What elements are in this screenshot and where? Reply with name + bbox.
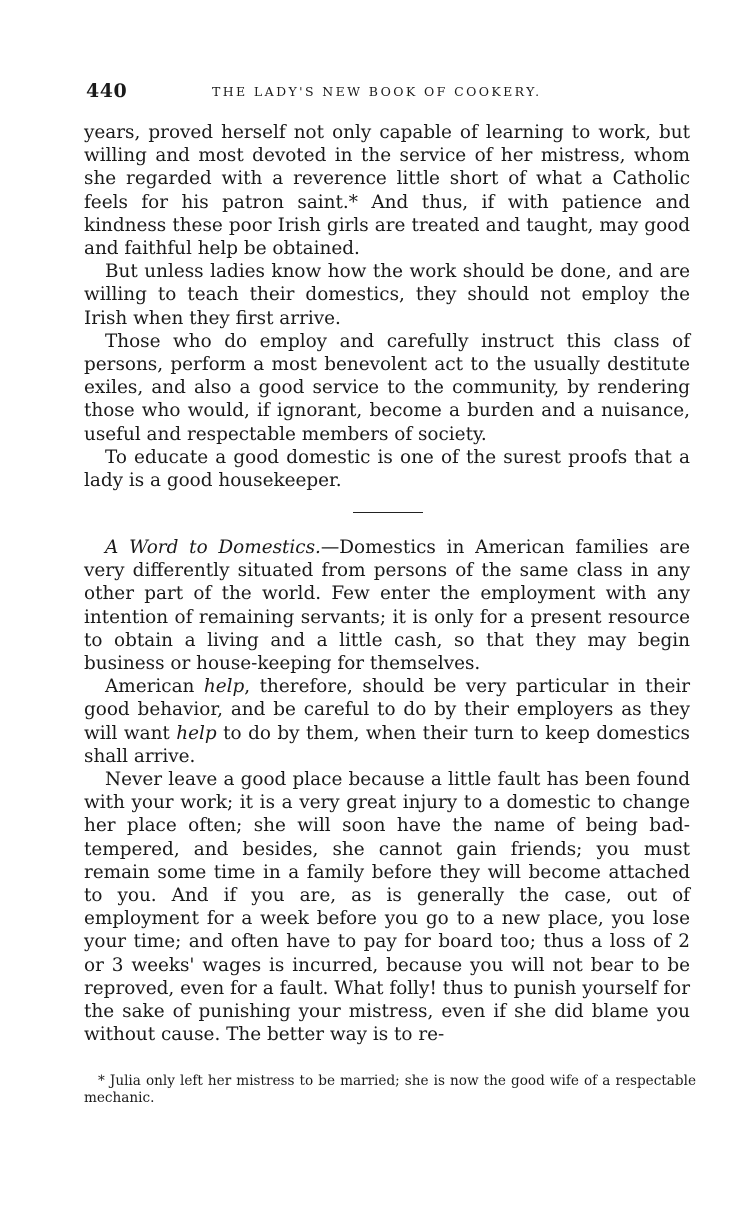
- paragraph: [84, 536, 690, 675]
- paragraph-text: , therefore, should be very particular in their good behavior, and be careful to do by their employers as they will want: [84, 676, 690, 744]
- paragraph-text: American: [105, 676, 204, 698]
- footnote: [84, 1073, 696, 1107]
- paragraph-text: —Domestics in American families are very differently situated from persons of the same class in any other part of the world. Few enter the employment with any intention of remaining servants; it is only for a present resource to obtain a living and a little cash, so that they may begin business or house-keeping for themselves.: [84, 537, 690, 675]
- paragraph: To educate a good domestic is one of the surest proofs that a lady is a good housekeeper.: [84, 446, 690, 492]
- running-head: THE LADY'S NEW BOOK OF COOKERY.: [212, 84, 542, 99]
- section-word-to-domestics: [84, 536, 690, 1046]
- page-number: 440: [86, 80, 128, 102]
- paragraph: years, proved herself not only capable of learning to work, but willing and most devoted in the service of her mistress, whom she regarded with a reverence little short of what a Catholic feels for his patron saint.* And thus, if with patience and kindness these poor Irish girls are treated and taught, may good and faithful help be obtained.: [84, 122, 690, 260]
- paragraph: [84, 675, 690, 768]
- paragraph: Never leave a good place because a little fault has been found with your work; it is a very great injury to a domestic to change her place often; she will soon have the name of being bad-tempered, and besides, she cannot gain friends; you must remain some time in a family before they will become attached to you. And if you are, as is generally the case, out of employment for a week before you go to a new place, you lose your time; and often have to pay for board too; thus a loss of 2 or 3 weeks' wages is incurred, because you will not bear to be reproved, even for a fault. What folly! thus to punish yourself for the sake of punishing your mistress, even if she did blame you without cause. The better way is to re-: [84, 769, 690, 1046]
- paragraph: Those who do employ and carefully instruct this class of persons, perform a most benevolent act to the usually destitute exiles, and also a good service to the community, by rendering those who would, if ignorant, become a burden and a nuisance, useful and respectable members of society.: [84, 330, 690, 445]
- emphasis: help: [203, 676, 245, 698]
- page-header: [86, 80, 692, 106]
- paragraph: But unless ladies know how the work should be done, and are willing to teach their domestics, they should not employ the Irish when they first arrive.: [84, 261, 690, 329]
- emphasis: help: [176, 722, 217, 744]
- footnote-text: * Julia only left her mistress to be married; she is now the good wife of a respectable mechanic.: [84, 1073, 696, 1106]
- section-divider: [353, 512, 423, 513]
- section-servant-training: [84, 121, 690, 492]
- paragraph-text: to do by them, when their turn to keep domestics shall arrive.: [84, 722, 690, 767]
- section-heading: A Word to Domestics.: [105, 537, 321, 558]
